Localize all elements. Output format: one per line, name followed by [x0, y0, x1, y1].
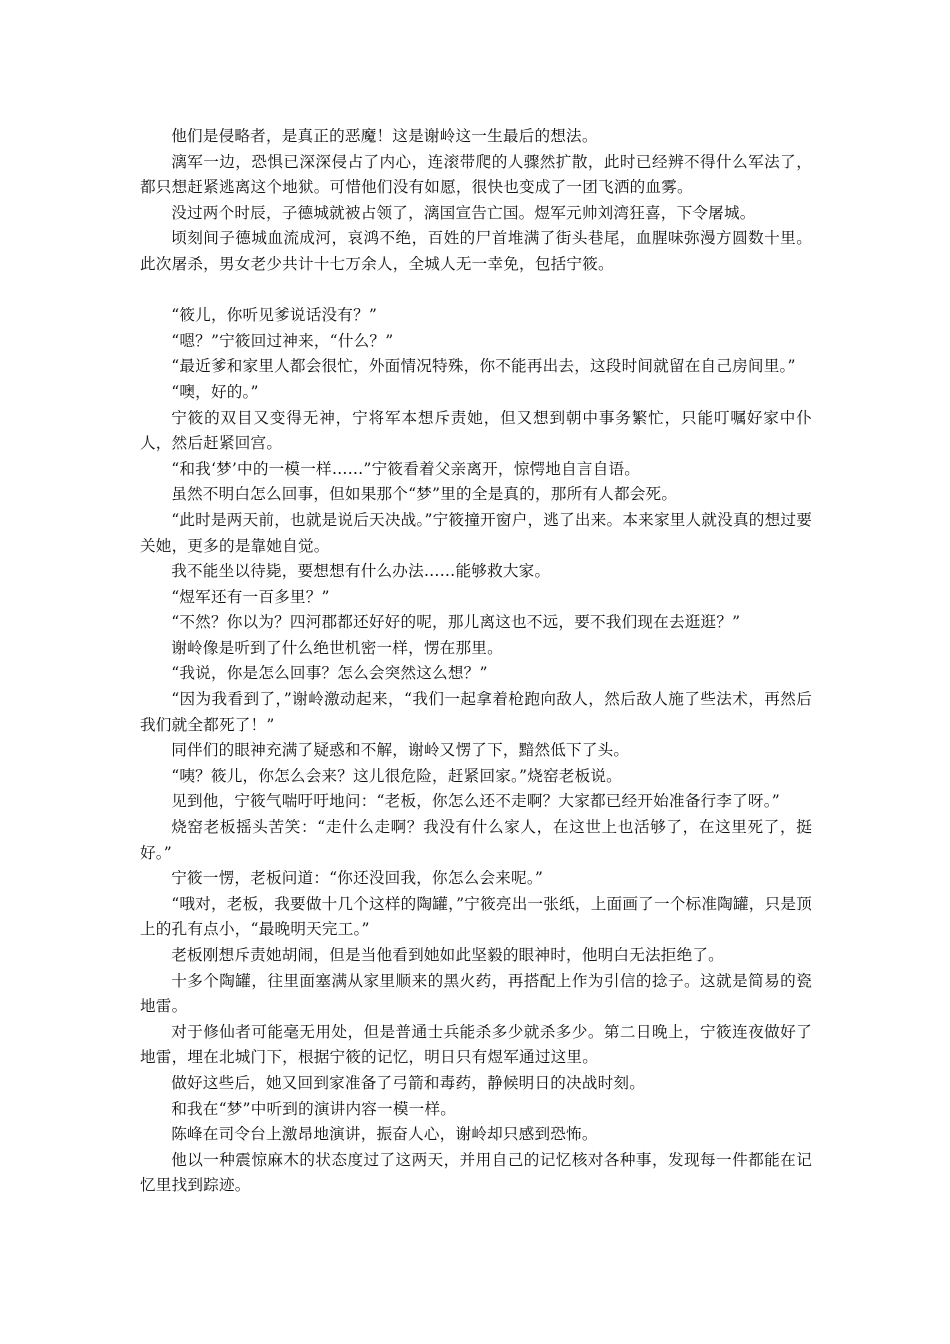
paragraph: 没过两个时辰，子德城就被占领了，漓国宣告亡国。煜军元帅刘湾狂喜，下令屠城。 [171, 203, 756, 222]
paragraph: 做好这些后，她又回到家准备了弓箭和毒药，静候明日的决战时刻。 [171, 1073, 646, 1092]
section-break [140, 278, 812, 304]
paragraph: “哦对，老板，我要做十几个这样的陶罐，”宁筱亮出一张纸，上面画了一个标准陶罐，只是顶上的孔有点小，“最晚明天完工。” [140, 894, 812, 939]
paragraph: 十多个陶罐，往里面塞满从家里顺来的黑火药，再搭配上作为引信的捻子。这就是简易的瓷地雷。 [140, 971, 812, 1016]
paragraph: 烧窑老板摇头苦笑：“走什么走啊？我没有什么家人，在这世上也活够了，在这里死了，挺好。” [140, 818, 812, 862]
paragraph: 见到他，宁筱气喘吁吁地问：“老板，你怎么还不走啊？大家都已经开始准备行李了呀。” [171, 792, 780, 811]
document-body [140, 124, 812, 1199]
paragraph: “此时是两天前，也就是说后天决战。”宁筱撞开窗户，逃了出来。本来家里人就没真的想过要关她，更多的是靠她自觉。 [140, 510, 812, 555]
paragraph: 顷刻间子德城血流成河，哀鸿不绝，百姓的尸首堆满了街头巷尾，血腥味弥漫方圆数十里。此次屠杀，男女老少共计十七万余人，全城人无一幸免，包括宁筱。 [140, 229, 812, 273]
paragraph: “噢，好的。” [171, 382, 259, 401]
paragraph: “咦？筱儿，你怎么会来？这儿很危险，赶紧回家。”烧窑老板说。 [171, 766, 622, 785]
paragraph: 漓军一边，恐惧已深深侵占了内心，连滚带爬的人骤然扩散，此时已经辨不得什么军法了，都只想赶紧逃离这个地狱。可惜他们没有如愿，很快也变成了一团飞洒的血雾。 [140, 152, 812, 197]
paragraph: “最近爹和家里人都会很忙，外面情况特殊，你不能再出去，这段时间就留在自己房间里。” [171, 357, 796, 376]
paragraph: “我说，你是怎么回事？怎么会突然这么想？” [171, 664, 488, 683]
paragraph: 和我在“梦”中听到的演讲内容一模一样。 [171, 1099, 457, 1118]
paragraph: 谢岭像是听到了什么绝世机密一样，愣在那里。 [171, 638, 503, 657]
paragraph: 虽然不明白怎么回事，但如果那个“梦”里的全是真的，那所有人都会死。 [171, 485, 678, 504]
paragraph: “因为我看到了，”谢岭激动起来，“我们一起拿着枪跑向敌人，然后敌人施了些法术，再然后我们就全都死了！” [140, 690, 812, 734]
paragraph: 老板刚想斥责她胡闹，但是当他看到她如此坚毅的眼神时，他明白无法拒绝了。 [171, 946, 724, 964]
paragraph: “煜军还有一百多里？” [171, 587, 330, 606]
paragraph: “嗯？”宁筱回过神来，“什么？” [171, 331, 394, 350]
paragraph: 他以一种震惊麻木的状态度过了这两天，并用自己的记忆核对各种事，发现每一件都能在记忆里找到踪迹。 [140, 1150, 812, 1195]
paragraph: 对于修仙者可能毫无用处，但是普通士兵能杀多少就杀多少。第二日晚上，宁筱连夜做好了地雷，埋在北城门下，根据宁筱的记忆，明日只有煜军通过这里。 [140, 1022, 812, 1067]
paragraph: “筱儿，你听见爹说话没有？” [171, 306, 378, 325]
paragraph: 宁筱一愣，老板问道：“你还没回我，你怎么会来呢。” [171, 869, 543, 888]
paragraph: 陈峰在司令台上激昂地演讲，振奋人心，谢岭却只感到恐怖。 [171, 1125, 598, 1144]
paragraph: “不然？你以为？四河郡都还好好的呢，那儿离这也不远，要不我们现在去逛逛？” [171, 613, 741, 632]
paragraph: 我不能坐以待毙，要想想有什么办法……能够救大家。 [171, 562, 551, 581]
paragraph: 他们是侵略者，是真正的恶魔！这是谢岭这一生最后的想法。 [171, 127, 598, 145]
paragraph: “和我‘梦’中的一模一样……”宁筱看着父亲离开，惊愕地自言自语。 [171, 459, 641, 478]
paragraph: 宁筱的双目又变得无神，宁将军本想斥责她，但又想到朝中事务繁忙，只能叮嘱好家中仆人，然后赶紧回宫。 [140, 408, 812, 453]
paragraph: 同伴们的眼神充满了疑惑和不解，谢岭又愣了下，黯然低下了头。 [171, 741, 630, 760]
